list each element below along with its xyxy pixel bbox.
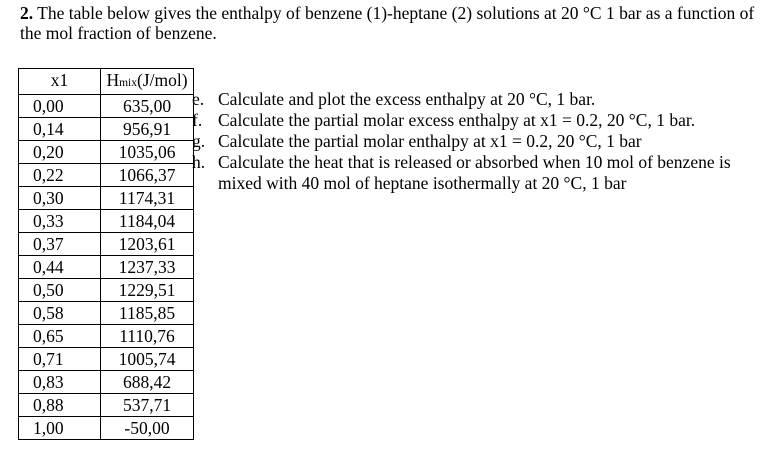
cell-hmix: 1110,76: [101, 325, 194, 348]
cell-x1: 0,50: [19, 279, 101, 302]
cell-hmix: 1174,31: [101, 187, 194, 210]
question-item: [190, 152, 760, 194]
table-body: [19, 95, 194, 440]
cell-hmix: 1184,04: [101, 210, 194, 233]
question-list: [190, 89, 760, 194]
table-row: [19, 302, 194, 325]
problem-intro: The table below gives the enthalpy of benzene (1)-heptane (2) solutions at 20 °C 1 bar as a function of the mol fraction of benzene.: [20, 3, 755, 43]
header-hmix-unit: (J/mol): [136, 70, 188, 90]
cell-hmix: 1237,33: [101, 256, 194, 279]
table-row: [19, 256, 194, 279]
problem-number: 2.: [20, 3, 34, 23]
cell-hmix: 1185,85: [101, 302, 194, 325]
question-item: [190, 131, 760, 152]
cell-hmix: 537,71: [101, 394, 194, 417]
cell-hmix: 1035,06: [101, 141, 194, 164]
cell-x1: 0,65: [19, 325, 101, 348]
cell-hmix: 1229,51: [101, 279, 194, 302]
table-row: [19, 325, 194, 348]
question-item: [190, 110, 760, 131]
table-row: [19, 118, 194, 141]
cell-x1: 0,44: [19, 256, 101, 279]
question-item: [190, 89, 760, 110]
problem-statement: [20, 3, 760, 43]
enthalpy-table-container: [18, 68, 194, 440]
table-row: [19, 348, 194, 371]
cell-x1: 0,14: [19, 118, 101, 141]
question-letter: h.: [192, 152, 206, 172]
table-header-row: [19, 69, 194, 95]
question-text: Calculate the partial molar enthalpy at x1 = 0.2, 20 °C, 1 bar: [218, 131, 642, 151]
table-row: [19, 141, 194, 164]
cell-x1: 0,00: [19, 95, 101, 118]
table-row: [19, 394, 194, 417]
question-letter: f.: [192, 110, 203, 130]
cell-x1: 0,20: [19, 141, 101, 164]
cell-x1: 0,33: [19, 210, 101, 233]
cell-x1: 0,58: [19, 302, 101, 325]
table-row: [19, 371, 194, 394]
cell-hmix: -50,00: [101, 417, 194, 440]
header-x1: x1: [19, 69, 101, 95]
cell-x1: 0,22: [19, 164, 101, 187]
table-row: [19, 95, 194, 118]
table-row: [19, 164, 194, 187]
header-hmix-symbol: H: [106, 70, 120, 90]
question-letter: g.: [192, 131, 206, 151]
cell-x1: 0,30: [19, 187, 101, 210]
cell-x1: 0,88: [19, 394, 101, 417]
cell-x1: 0,37: [19, 233, 101, 256]
cell-x1: 1,00: [19, 417, 101, 440]
question-letter: e.: [192, 89, 205, 109]
cell-x1: 0,83: [19, 371, 101, 394]
question-text: Calculate the partial molar excess enthalpy at x1 = 0.2, 20 °C, 1 bar.: [218, 110, 696, 130]
cell-x1: 0,71: [19, 348, 101, 371]
enthalpy-table: [18, 68, 194, 440]
header-hmix: [101, 69, 194, 95]
cell-hmix: 1203,61: [101, 233, 194, 256]
question-text: Calculate and plot the excess enthalpy at 20 °C, 1 bar.: [218, 89, 596, 109]
cell-hmix: 635,00: [101, 95, 194, 118]
header-hmix-subscript: mix: [119, 77, 137, 89]
question-text: Calculate the heat that is released or absorbed when 10 mol of benzene is mixed with 40 mol of heptane isothermally at 20 °C, 1 bar: [218, 152, 731, 193]
cell-hmix: 1005,74: [101, 348, 194, 371]
table-row: [19, 279, 194, 302]
cell-hmix: 1066,37: [101, 164, 194, 187]
table-row: [19, 187, 194, 210]
table-row: [19, 417, 194, 440]
table-row: [19, 233, 194, 256]
cell-hmix: 688,42: [101, 371, 194, 394]
cell-hmix: 956,91: [101, 118, 194, 141]
table-row: [19, 210, 194, 233]
